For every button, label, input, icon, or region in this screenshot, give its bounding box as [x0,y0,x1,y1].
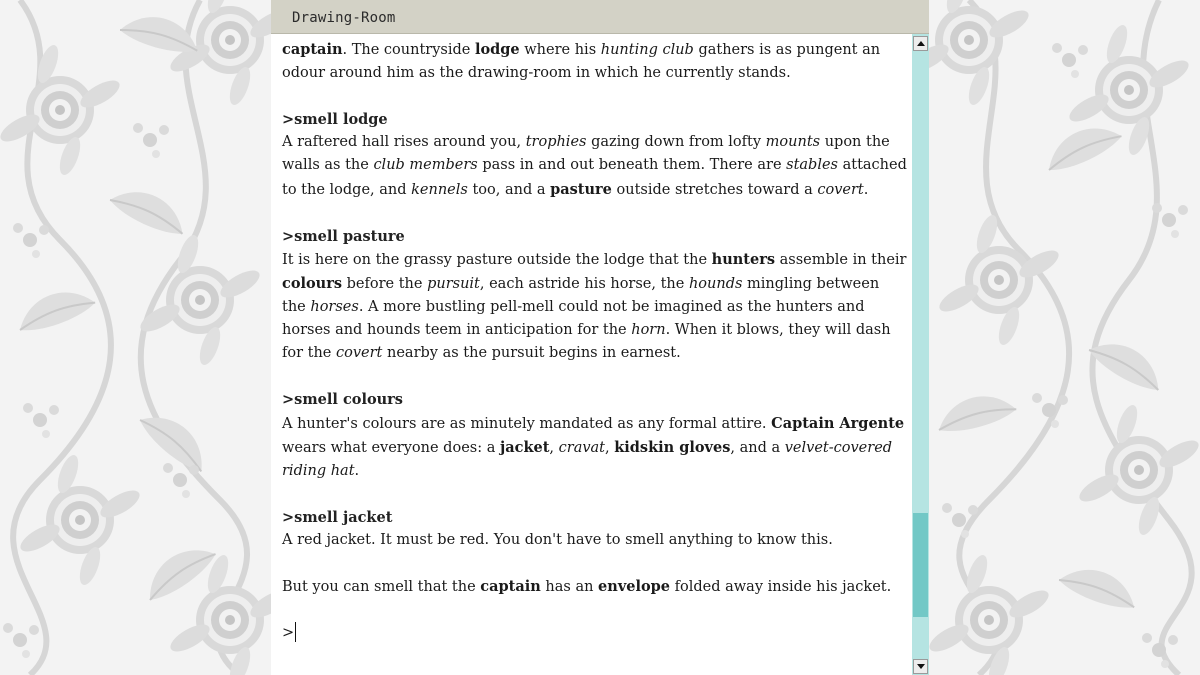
pasture-text-1: It is here on the grassy pasture outside the lodge that the [282,251,712,268]
response-lodge [282,131,907,201]
colours-text-4: , [605,439,615,456]
command-smell-pasture: >smell pasture [282,227,405,245]
arrow-up-icon [917,41,925,46]
intro-text-3: gathers is as pungent an odour around him as the drawing-room in which he currently stands. [282,42,881,82]
damask-pattern-right [929,0,1200,675]
colours-text-1: A hunter's colours are as minutely mandated as any formal attire. [282,415,772,432]
command-prompt: > [282,625,295,642]
transcript-intro [282,38,907,85]
intro-text-1: . The countryside [342,42,475,58]
colours-text-3: , [549,439,559,456]
keyword-captain: captain [282,41,343,58]
keyword-pasture: pasture [550,180,612,198]
keyword-stables: stables [786,157,838,174]
command-input-line[interactable] [282,622,907,646]
room-name: Drawing-Room [292,10,396,26]
jacket-text-3: folded away inside his jacket. [670,579,892,596]
keyword-hounds: hounds [688,275,743,292]
keyword-hunters: hunters [711,250,776,268]
pasture-text-8: nearby as the pursuit begins in earnest. [382,345,681,362]
lodge-text-5: attached to the lodge, and [282,157,907,198]
scroll-thumb[interactable] [913,513,928,617]
response-jacket-2 [282,575,907,599]
lodge-text-3: upon the walls as the [282,134,890,174]
pasture-text-4: , each astride his horse, the [479,275,689,292]
command-smell-lodge: >smell lodge [282,111,388,129]
keyword-lodge: lodge [474,41,520,58]
pasture-text-3: before the [342,275,428,292]
keyword-pursuit: pursuit [427,275,480,292]
vertical-scrollbar[interactable] [912,34,929,675]
lodge-text-4: pass in and out beneath them. There are [477,157,787,174]
game-window [271,0,929,675]
keyword-colours: colours [282,274,343,292]
response-pasture [282,248,907,365]
status-bar [271,0,929,34]
keyword-envelope: envelope [598,578,671,596]
pasture-text-7: . When it blows, they will dash for the [282,322,891,362]
pasture-text-5: mingling between the [282,275,880,316]
jacket-text-2: has an [540,579,599,596]
intro-text-2: where his [519,42,601,58]
keyword-captain-argente: Captain Argente [771,414,905,432]
colours-text-5: , and a [730,439,785,456]
command-smell-colours: >smell colours [282,391,403,409]
transcript-text [282,38,907,669]
damask-pattern-left [0,0,271,675]
keyword-covert: covert [817,181,864,198]
keyword-mounts: mounts [765,134,821,151]
keyword-horses: horses [310,299,359,316]
colours-text-6: . [354,462,360,479]
wallpaper-right [929,0,1200,675]
wallpaper-left [0,0,271,675]
pasture-text-6: . A more bustling pell-mell could not be imagined as the hunters and horses and hounds teem in anticipation for the [282,299,865,339]
lodge-text-2: gazing down from lofty [586,134,766,151]
transcript-pane[interactable] [271,34,912,675]
response-jacket-1: A red jacket. It must be red. You don't have to smell anything to know this. [282,531,833,548]
response-colours [282,412,907,483]
arrow-down-icon [917,664,925,669]
jacket-text-1: But you can smell that the [282,579,481,596]
text-cursor [295,622,296,642]
keyword-jacket: jacket [499,438,550,456]
keyword-horn: horn [631,322,666,339]
colours-text-2: wears what everyone does: a [282,439,500,456]
keyword-kennels: kennels [411,181,468,198]
command-smell-jacket: >smell jacket [282,508,393,526]
pasture-text-2: assemble in their [775,251,907,268]
keyword-covert-2: covert [336,345,383,362]
lodge-text-1: A raftered hall rises around you, [282,134,526,151]
lodge-text-6: too, and a [467,181,551,198]
lodge-text-8: . [863,181,869,198]
keyword-captain-2: captain [480,578,541,596]
keyword-hunting-club: hunting club [600,42,694,58]
keyword-trophies: trophies [525,134,587,151]
keyword-cravat: cravat [558,439,606,456]
keyword-riding-hat: velvet-covered riding hat [282,439,893,479]
lodge-text-7: outside stretches toward a [611,181,818,198]
keyword-club-members: club members [373,157,478,174]
scroll-up-button[interactable] [913,36,928,51]
keyword-kidskin-gloves: kidskin gloves [614,438,731,456]
scroll-down-button[interactable] [913,659,928,674]
